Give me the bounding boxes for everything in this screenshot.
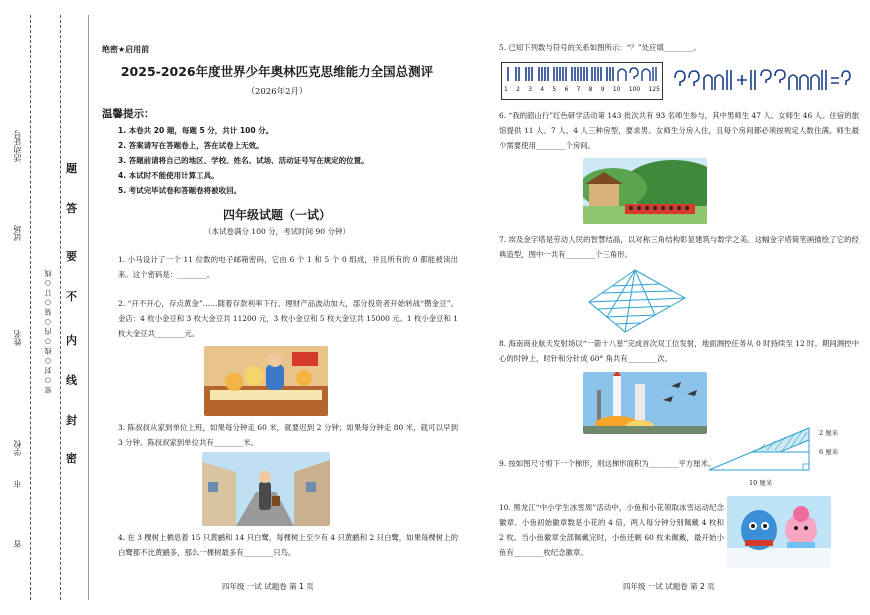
num-7: 7 [576,86,581,93]
num-6: 6 [564,86,569,93]
tip-4: 4. 本试时不能使用计算工具。 [118,171,219,180]
seal-char-5: 不 [66,290,77,303]
binding-label-id: 活动证号 [13,130,22,162]
question-10: 10. 黑龙江“中小学生冰雪周”活动中，小鱼和小花领取冰雪运动纪念徽章。小鱼初始徽章数是小花的 4 倍，两人每分钟分别佩戴 4 枚和 2 枚。当小鱼徽章全部佩戴完时，小鱼还剩 60 枚未佩戴，最开始小鱼有________枚纪念徽章。 [499,503,724,557]
seal-char-1: 密 [66,452,77,465]
gold-shop-illustration [204,346,328,416]
seal-char-2: 封 [66,414,77,427]
binding-border-line [30,15,32,600]
seal-char-7: 答 [66,202,77,215]
question-8: 8. 海南商业航天发射场以“一箭十八星”完成首次双工位发射，地面测控任务从 0 时持续至 12 时。期间测控中心的时钟上，时针和分针成 60° 角共有________次。 [499,339,859,363]
pyramid-figure [585,268,689,334]
trapezoid-label-small: 2 厘米 [819,429,839,437]
binding-label-city: 市 [13,480,22,488]
question-4: 4. 在 3 棵树上栖息着 15 只黄鹂和 14 只白鹭，每棵树上至少有 4 只黄鹂和 2 只白鹭，如果每棵树上的白鹭都不比黄鹂多，那么一棵树最多有________只鸟。 [118,533,458,557]
num-9: 9 [600,86,605,93]
num-100: 100 [628,86,641,93]
secret-mark: 绝密★启用前 [102,45,150,54]
trapezoid-label-big: 6 厘米 [819,448,839,456]
trapezoid-label-length: 10 厘米 [749,479,773,487]
num-10: 10 [612,86,621,93]
street-illustration [202,452,330,526]
seal-char-3: 线 [66,374,77,387]
binding-label-school: 学校 [13,440,22,456]
question-1: 1. 小马设计了一个 11 位数的电子邮箱密码，它由 6 个 1 和 5 个 0 组成，并且所有的 0 都能被读出来。这个密码是：________。 [118,255,458,279]
binding-label-room: 试场 [13,225,22,241]
snow-mascot-illustration [727,496,831,568]
question-3: 3. 陈叔叔从家到单位上班，如果每分钟走 60 米，就要迟到 2 分钟；如果每分钟走 80 米，就可以早到 3 分钟。陈叔叔家到单位共有________米。 [118,423,458,447]
cut-line-text: 密 ○ 封 ○ 线 ○ 内 ○ 装 ○ 订 ○ 线 [44,270,52,394]
seal-char-6: 要 [66,250,77,263]
tips-heading: 温馨提示： [102,108,155,120]
exam-page-1 [92,0,462,615]
section-title: 四年级试题（一试） [222,208,331,222]
tip-5: 5. 考试完毕试卷和答题卷将被收回。 [118,186,242,195]
cut-line [60,15,62,600]
binding-label-name: 姓名 [13,330,22,346]
num-2: 2 [516,86,520,93]
symbol-table-figure [501,62,663,100]
page-footer-2: 四年级 一试 试题卷 第 2 页 [623,582,715,591]
tip-3: 3. 答题前请将自己的地区、学校、姓名、试场、活动证号写在规定的位置。 [118,156,369,165]
section-note: （本试卷满分 100 分，考试时间 90 分钟） [204,227,350,236]
shaoshan-illustration [583,158,707,224]
symbol-equation [671,66,851,96]
symbol-number-row [504,86,660,93]
rocket-illustration [583,372,707,434]
num-5: 5 [552,86,557,93]
num-3: 3 [528,86,533,93]
page-footer-1: 四年级 一试 试题卷 第 1 页 [222,582,314,591]
question-9: 9. 按如图尺寸剪下一个梯形，则这梯形面积为________平方厘米。 [499,459,716,468]
trapezoid-figure [705,426,815,474]
num-125: 125 [648,86,660,93]
binding-margin [0,0,92,615]
question-5: 5. 已知下列数与符号的关系如图所示：“？”处应填________。 [499,43,701,52]
cut-line-2 [88,15,90,600]
tip-1: 1. 本卷共 20 题，每题 5 分，共计 100 分。 [118,126,274,135]
question-2: 2. “开不开心，存点黄金”……随着存款利率下行、理财产品波动加大，部分投资者开始转战“攒金豆”。金店：4 枚小金豆和 3 枚大金豆共 11200 元，3 枚小金豆和 5 枚大金豆共 15000 元。1 枚小金豆和 1 枚大金豆共________元。 [118,299,458,338]
exam-date: （2026年2月） [246,87,308,97]
num-4: 4 [540,86,545,93]
num-8: 8 [588,86,593,93]
exam-title: 2025-2026年度世界少年奥林匹克思维能力全国总测评 [120,64,434,79]
exam-page-2 [475,0,865,615]
seal-char-8: 题 [66,162,77,175]
binding-label-province: 省 [13,540,22,548]
question-6: 6. “我的韶山行”红色研学活动第 143 批次共有 93 名师生参与，其中男师生 47 人、女师生 46 人。住宿的旅馆提供 11 人、7 人、4 人三种房型，要求男、女师生分房入住，且每个房间都必须按规定人数住满。师生最少需要使用________个房间。 [499,111,859,150]
tip-2: 2. 答案请写在答题卷上，答在试卷上无效。 [118,141,264,150]
num-1: 1 [504,86,508,93]
seal-char-4: 内 [66,334,77,347]
question-7: 7. 埃及金字塔是劳动人民的智慧结晶，以对称三角结构彰显建筑与数学之美。这幅金字塔简笔画描绘了它的经典造型，图中一共有________个三角形。 [499,235,859,259]
